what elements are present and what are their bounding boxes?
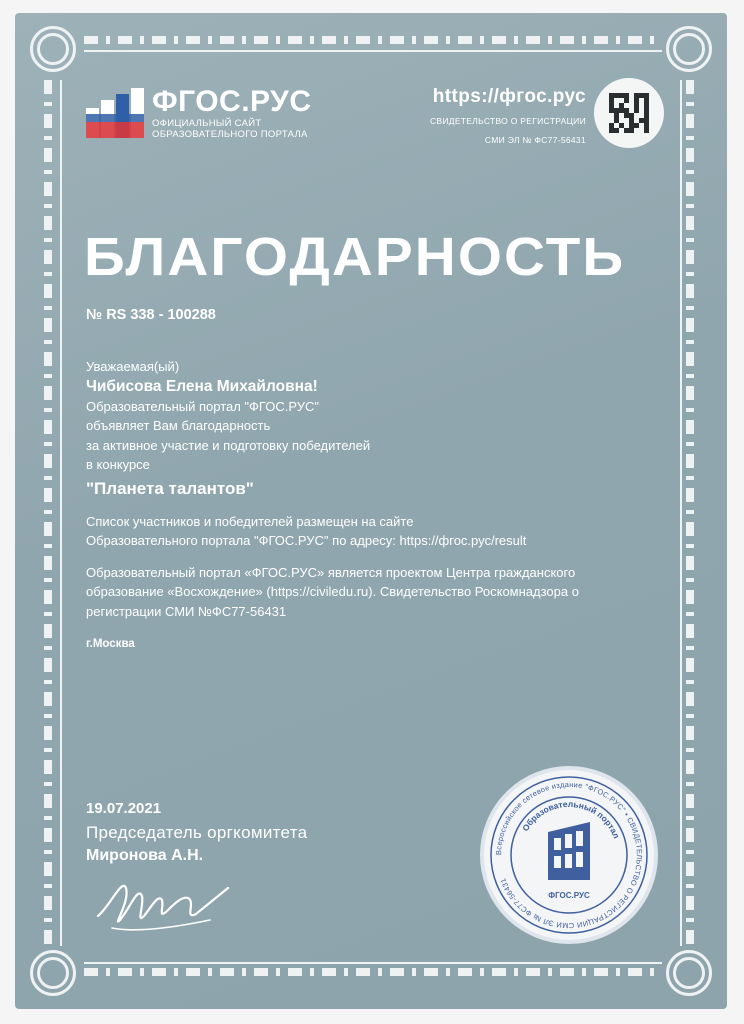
logo-title: ФГОС.РУС [152,85,312,118]
list-line-2: Образовательного портала "ФГОС.РУС" по адресу: https://фгос.рус/result [86,533,527,548]
seal-inner-text: Образовательный портал [520,798,622,840]
corner-ornament-bottom-right [666,950,712,996]
border-line-bottom [84,962,662,964]
chair-title: Председатель оргкомитета [86,823,308,842]
corner-ornament-top-right [666,26,712,72]
building-icon [548,822,590,880]
body-line-2: объявляет Вам благодарность [86,418,271,433]
list-line-1: Список участников и победителей размещен на сайте [86,513,414,529]
logo-subtitle-1: ОФИЦИАЛЬНЫЙ САЙТ [152,118,262,129]
border-right [686,80,694,946]
site-url: https://фгос.рус [432,86,586,107]
official-seal [480,766,658,944]
greeting: Уважаемая(ый) [86,359,180,374]
border-line-left [60,80,62,946]
about-line-1: Образовательный портал «ФГОС.РУС» является проектом Центра гражданского [86,564,576,580]
contest-name: "Планета талантов" [86,478,254,498]
handwritten-signature [92,858,232,938]
chair-name: Миронова А.Н. [86,847,204,864]
qr-code-icon [609,93,649,133]
recipient-name: Чибисова Елена Михайловна! [86,377,318,395]
registration-line-1: СВИДЕТЕЛЬСТВО О РЕГИСТРАЦИИ [429,116,586,126]
logo-subtitle-2: ОБРАЗОВАТЕЛЬНОГО ПОРТАЛА [152,129,308,140]
body-line-4: в конкурсе [86,457,150,472]
document-body [86,357,646,655]
city: г.Москва [86,638,135,650]
flag-building-icon [86,88,144,138]
body-line-3: за активное участие и подготовку победителей [86,437,371,453]
qr-code-badge [594,78,664,148]
seal-bottom-text: ФГОС.РУС [548,891,590,900]
border-left [44,80,52,946]
about-line-3: регистрации СМИ №ФС77-56431 [86,603,287,619]
issue-date: 19.07.2021 [86,800,162,817]
site-logo [86,86,312,140]
about-line-2: образование «Восхождение» (https://civiledu.ru). Свидетельство Роскомнадзора о [86,584,579,599]
registration-line-2: СМИ ЭЛ № ФС77-56431 [484,135,586,145]
site-info [430,86,586,146]
body-line-1: Образовательный портал "ФГОС.РУС" [86,398,319,414]
corner-ornament-top-left [30,26,76,72]
seal-outer-text: Всероссийское сетевое издание "ФГОС.РУС" • СВИДЕТЕЛЬСТВО О РЕГИСТРАЦИИ СМИ ЭЛ № ФС77-56431 [493,779,645,931]
document-number: № RS 338 - 100288 [86,307,216,323]
border-bottom [84,968,662,976]
document-title: БЛАГОДАРНОСТЬ [84,227,626,287]
border-top [84,36,662,44]
seal-graphic [484,770,654,940]
border-line-right [680,80,682,946]
border-line-top [84,50,662,52]
corner-ornament-bottom-left [30,950,76,996]
